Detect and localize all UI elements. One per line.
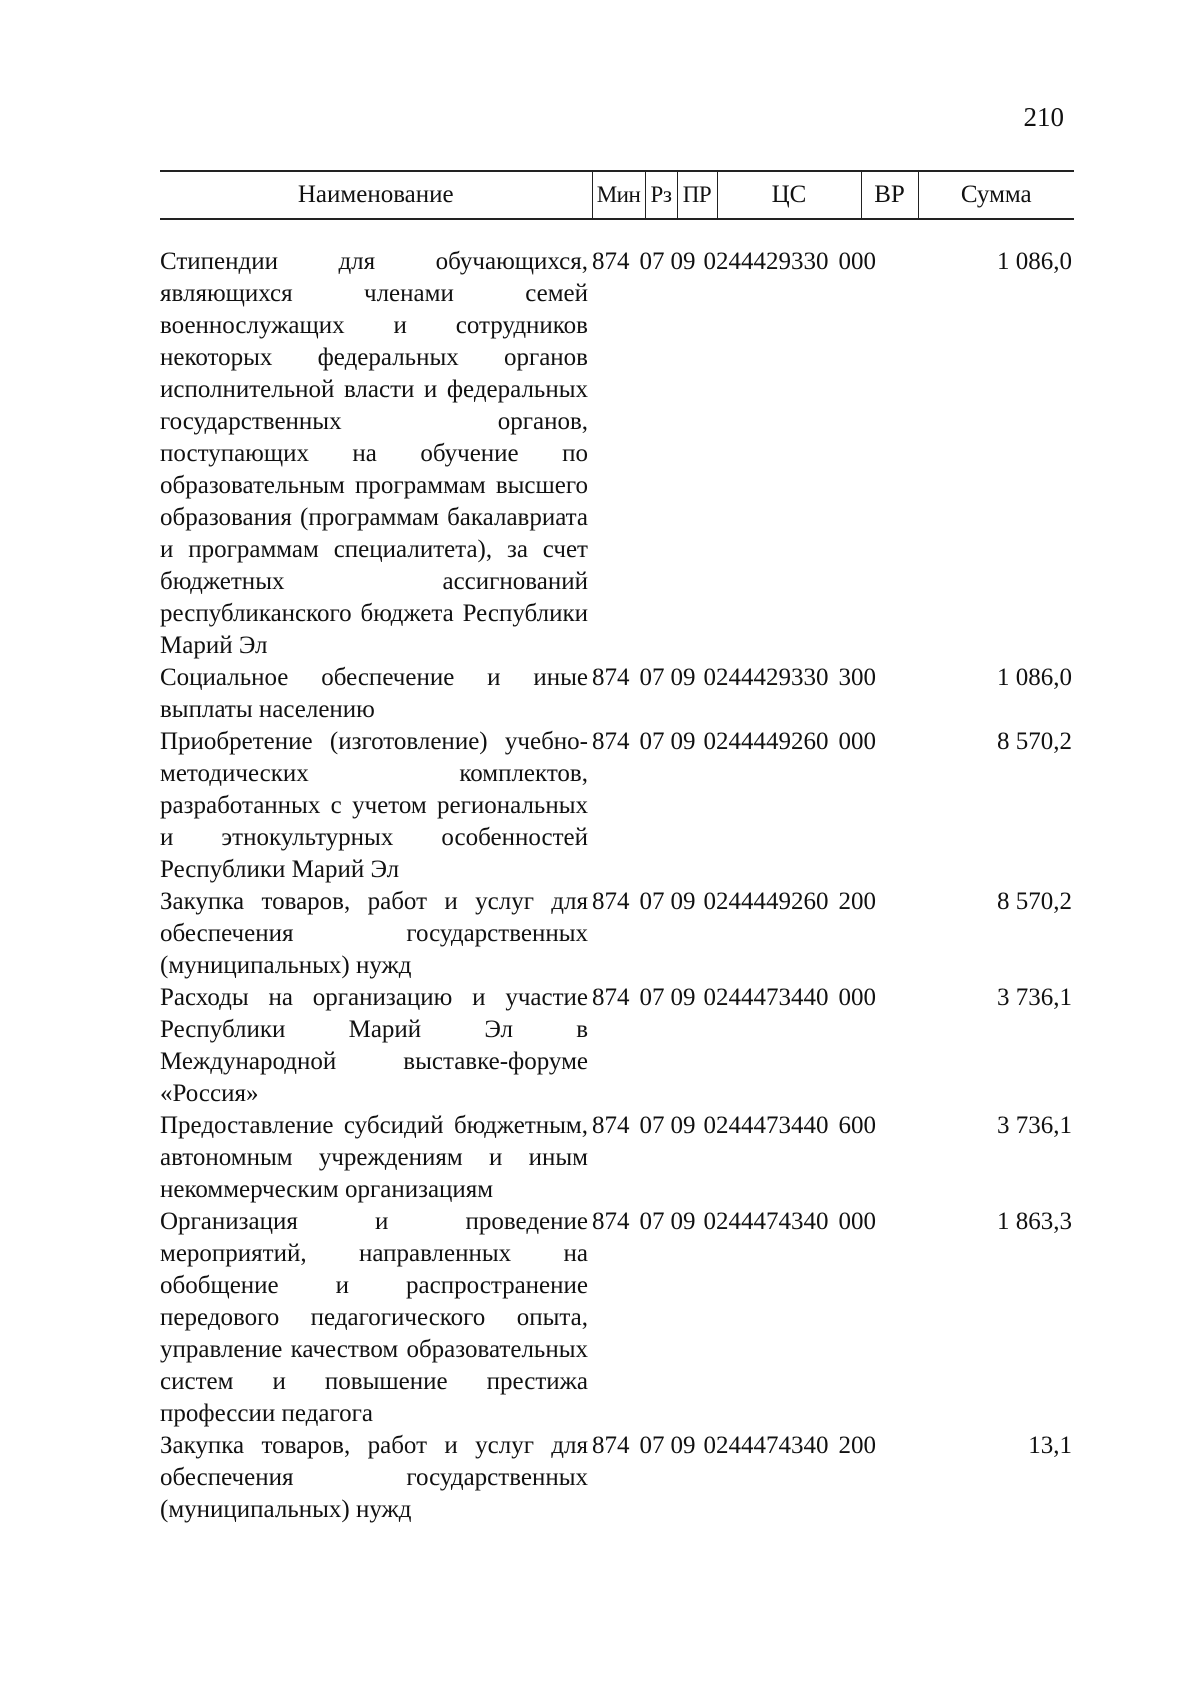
row-min: 874 — [592, 248, 630, 275]
table-row — [160, 1430, 1074, 1526]
row-rz: 07 — [639, 1208, 665, 1235]
row-rz: 07 — [639, 1432, 665, 1459]
row-min: 874 — [592, 984, 630, 1011]
row-min: 874 — [592, 888, 630, 915]
row-min: 874 — [592, 664, 630, 691]
row-sum: 3 736,1 — [997, 1112, 1072, 1139]
row-sum: 8 570,2 — [997, 888, 1072, 915]
budget-table — [160, 170, 1074, 1526]
row-name: Организация и проведение мероприятий, направленных на обобщение и распространение передового педагогического опыта, управление качеством образовательных систем и повышение престижа профессии педагога — [160, 1208, 588, 1427]
page-number: 210 — [1023, 102, 1064, 132]
row-sum: 1 863,3 — [997, 1208, 1072, 1235]
row-codes — [592, 1110, 918, 1206]
row-cs: 0244473440 — [703, 984, 829, 1011]
row-min: 874 — [592, 1432, 630, 1459]
table-row — [160, 246, 1074, 662]
row-pr: 09 — [670, 248, 696, 275]
row-vr: 000 — [838, 984, 876, 1011]
header-name: Наименование — [160, 171, 592, 219]
table-row — [160, 982, 1074, 1110]
header-pr: ПР — [677, 171, 717, 219]
table-header — [160, 171, 1074, 219]
row-cs: 0244429330 — [703, 248, 829, 275]
row-name: Закупка товаров, работ и услуг для обеспечения государственных (муниципальных) нужд — [160, 888, 588, 979]
row-rz: 07 — [639, 888, 665, 915]
row-sum: 1 086,0 — [997, 248, 1072, 275]
header-sum: Сумма — [918, 171, 1074, 219]
row-cs: 0244449260 — [703, 728, 829, 755]
row-codes — [592, 662, 918, 726]
header-min: Мин — [592, 171, 645, 219]
row-codes — [592, 982, 918, 1110]
row-rz: 07 — [639, 248, 665, 275]
row-name: Приобретение (изготовление) учебно-методических комплектов, разработанных с учетом региональных и этнокультурных особенностей Республики Марий Эл — [160, 728, 588, 883]
row-cs: 0244474340 — [703, 1432, 829, 1459]
row-vr: 000 — [838, 248, 876, 275]
row-min: 874 — [592, 1112, 630, 1139]
row-pr: 09 — [670, 1208, 696, 1235]
row-cs: 0244429330 — [703, 664, 829, 691]
row-codes — [592, 886, 918, 982]
row-rz: 07 — [639, 728, 665, 755]
row-pr: 09 — [670, 1432, 696, 1459]
row-cs: 0244474340 — [703, 1208, 829, 1235]
header-rz: Рз — [645, 171, 677, 219]
table-body — [160, 219, 1074, 1526]
row-vr: 000 — [838, 1208, 876, 1235]
row-vr: 200 — [838, 888, 876, 915]
row-name: Расходы на организацию и участие Республики Марий Эл в Международной выставке-форуме «Россия» — [160, 984, 588, 1107]
row-rz: 07 — [639, 664, 665, 691]
row-vr: 000 — [838, 728, 876, 755]
row-rz: 07 — [639, 984, 665, 1011]
row-cs: 0244473440 — [703, 1112, 829, 1139]
row-sum: 8 570,2 — [997, 728, 1072, 755]
row-vr: 300 — [838, 664, 876, 691]
row-min: 874 — [592, 1208, 630, 1235]
row-rz: 07 — [639, 1112, 665, 1139]
row-pr: 09 — [670, 728, 696, 755]
row-name: Стипендии для обучающихся, являющихся членами семей военнослужащих и сотрудников некоторых федеральных органов исполнительной власти и федеральных государственных органов, поступающих на обучение по образовательным программам высшего образования (программам бакалавриата и программам специалитета), за счет бюджетных ассигнований республиканского бюджета Республики Марий Эл — [160, 248, 588, 659]
table-row — [160, 662, 1074, 726]
row-name: Закупка товаров, работ и услуг для обеспечения государственных (муниципальных) нужд — [160, 1432, 588, 1523]
table-row — [160, 886, 1074, 982]
row-codes — [592, 246, 918, 662]
row-codes — [592, 1430, 918, 1526]
row-codes — [592, 726, 918, 886]
row-min: 874 — [592, 728, 630, 755]
row-name: Предоставление субсидий бюджетным, автономным учреждениям и иным некоммерческим организациям — [160, 1112, 588, 1203]
table-row — [160, 1110, 1074, 1206]
row-pr: 09 — [670, 984, 696, 1011]
row-pr: 09 — [670, 664, 696, 691]
row-name: Социальное обеспечение и иные выплаты населению — [160, 664, 588, 723]
budget-table-container — [160, 170, 1074, 1526]
row-codes — [592, 1206, 918, 1430]
header-vr: ВР — [861, 171, 918, 219]
row-pr: 09 — [670, 1112, 696, 1139]
header-cs: ЦС — [717, 171, 861, 219]
table-row — [160, 1206, 1074, 1430]
row-cs: 0244449260 — [703, 888, 829, 915]
row-vr: 200 — [838, 1432, 876, 1459]
table-row — [160, 726, 1074, 886]
row-pr: 09 — [670, 888, 696, 915]
row-sum: 3 736,1 — [997, 984, 1072, 1011]
row-sum: 13,1 — [1028, 1432, 1072, 1459]
row-vr: 600 — [838, 1112, 876, 1139]
row-sum: 1 086,0 — [997, 664, 1072, 691]
